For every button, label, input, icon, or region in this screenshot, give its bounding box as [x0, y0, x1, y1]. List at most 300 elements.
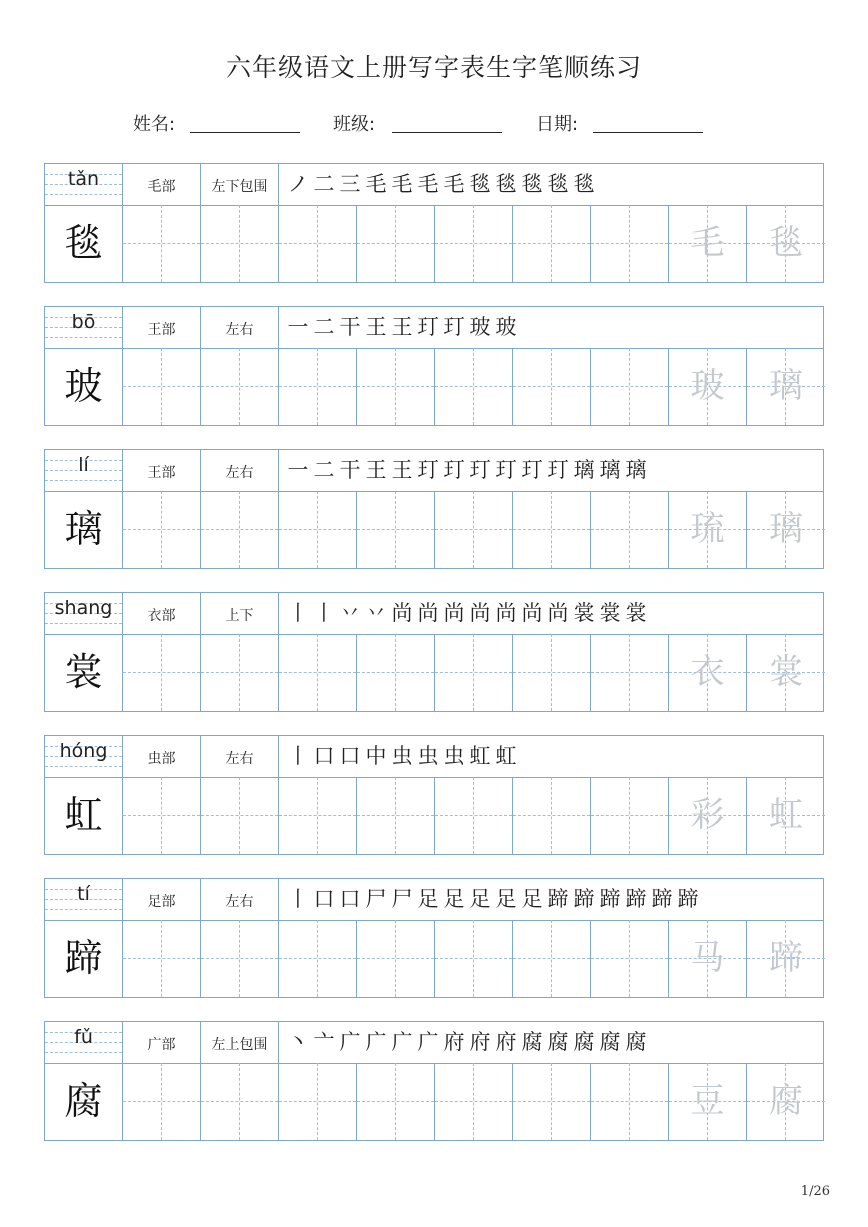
writing-box[interactable]: [123, 920, 201, 997]
writing-grid: [45, 1063, 823, 1140]
writing-box[interactable]: [201, 348, 279, 425]
writing-box[interactable]: [123, 348, 201, 425]
stroke-step: 丷: [339, 601, 361, 625]
stroke-step: 蹄: [625, 887, 647, 911]
stroke-step: 干: [339, 458, 361, 482]
character-block: [44, 449, 824, 569]
pinyin-text: fǔ: [74, 1026, 93, 1048]
model-character: 玻: [64, 364, 103, 408]
stroke-order-sequence: [285, 883, 701, 917]
stroke-order-sequence: [285, 740, 519, 774]
stroke-step: 蹄: [599, 887, 621, 911]
trace-word-character: 蹄: [769, 938, 803, 978]
stroke-step: 毛: [417, 172, 439, 196]
pinyin-guide-line: [45, 337, 122, 338]
stroke-step: 璃: [573, 458, 595, 482]
radical-text: 王部: [147, 465, 176, 481]
trace-word-character: 璃: [769, 509, 803, 549]
pinyin-guide-line: [45, 623, 122, 624]
writing-box[interactable]: [357, 348, 435, 425]
trace-word-character: 裳: [769, 652, 803, 692]
structure-text: 左上包围: [211, 1037, 268, 1053]
writing-box[interactable]: [513, 491, 591, 568]
writing-box[interactable]: [201, 777, 279, 854]
structure-text: 左右: [225, 322, 254, 338]
stroke-step: 广: [391, 1030, 413, 1054]
writing-box[interactable]: [513, 634, 591, 711]
grid-guide-horizontal: [435, 529, 512, 530]
writing-box[interactable]: [279, 777, 357, 854]
stroke-step: 府: [443, 1030, 465, 1054]
date-label: 日期:: [536, 114, 579, 135]
writing-box[interactable]: [591, 205, 669, 282]
trace-word-character: 马: [690, 938, 725, 978]
stroke-step: 玻: [469, 315, 491, 339]
stroke-step: 口: [339, 744, 361, 768]
block-header: [45, 1022, 823, 1064]
stroke-step: 腐: [573, 1030, 595, 1054]
grid-guide-horizontal: [357, 243, 434, 244]
writing-box[interactable]: [669, 920, 747, 997]
stroke-step: 足: [469, 887, 491, 911]
grid-guide-horizontal: [591, 386, 668, 387]
grid-guide-horizontal: [123, 386, 200, 387]
grid-guide-horizontal: [357, 1101, 434, 1102]
writing-box[interactable]: [279, 348, 357, 425]
structure-text: 左右: [225, 465, 254, 481]
stroke-step: 玎: [417, 458, 439, 482]
stroke-step: 蹄: [651, 887, 673, 911]
block-header: [45, 307, 823, 349]
pinyin-cell: [45, 879, 123, 920]
structure-cell: [201, 307, 279, 348]
radical-text: 虫部: [147, 751, 176, 767]
structure-text: 左右: [225, 751, 254, 767]
character-block: [44, 592, 824, 712]
radical-text: 衣部: [147, 608, 176, 624]
grid-guide-horizontal: [435, 672, 512, 673]
grid-guide-horizontal: [435, 958, 512, 959]
writing-grid: [45, 348, 823, 425]
writing-box[interactable]: [279, 920, 357, 997]
pinyin-text: tǎn: [67, 168, 100, 190]
writing-box[interactable]: [669, 777, 747, 854]
stroke-step: 腐: [521, 1030, 543, 1054]
radical-text: 毛部: [147, 179, 176, 195]
trace-word-character: 豆: [690, 1081, 725, 1121]
stroke-order-sequence: [285, 311, 519, 345]
grid-guide-horizontal: [513, 1101, 590, 1102]
stroke-step: 玻: [495, 315, 517, 339]
stroke-step: 毛: [391, 172, 413, 196]
stroke-step: 毯: [469, 172, 491, 196]
grid-guide-horizontal: [279, 1101, 356, 1102]
stroke-step: 口: [339, 887, 361, 911]
character-block: [44, 163, 824, 283]
stroke-step: 广: [339, 1030, 361, 1054]
writing-box[interactable]: [123, 777, 201, 854]
grid-guide-horizontal: [123, 529, 200, 530]
grid-guide-horizontal: [513, 529, 590, 530]
stroke-step: 王: [391, 458, 413, 482]
structure-cell: [201, 736, 279, 777]
grid-guide-horizontal: [357, 815, 434, 816]
stroke-step: 广: [417, 1030, 439, 1054]
grid-guide-horizontal: [591, 958, 668, 959]
stroke-step: 干: [339, 315, 361, 339]
trace-word-character: 腐: [769, 1081, 803, 1121]
writing-box[interactable]: [513, 205, 591, 282]
stroke-step: 丨: [287, 601, 309, 625]
stroke-step: 腐: [599, 1030, 621, 1054]
writing-box[interactable]: [591, 777, 669, 854]
model-character: 毯: [64, 221, 103, 265]
block-header: [45, 879, 823, 921]
stroke-step: 尚: [495, 601, 517, 625]
pinyin-text: lí: [78, 454, 89, 476]
grid-guide-horizontal: [201, 815, 278, 816]
writing-box[interactable]: [669, 348, 747, 425]
stroke-step: 玎: [495, 458, 517, 482]
writing-box[interactable]: [591, 491, 669, 568]
stroke-step: 一: [287, 458, 309, 482]
radical-cell: [123, 450, 201, 491]
stroke-step: 虫: [443, 744, 465, 768]
radical-cell: [123, 164, 201, 205]
grid-guide-horizontal: [123, 815, 200, 816]
stroke-step: 中: [365, 744, 387, 768]
pinyin-cell: [45, 593, 123, 634]
stroke-step: 虹: [495, 744, 517, 768]
writing-box[interactable]: [279, 634, 357, 711]
pinyin-guide-line: [45, 194, 122, 195]
stroke-step: 足: [443, 887, 465, 911]
trace-word-character: 毛: [690, 223, 725, 263]
stroke-step: 毯: [547, 172, 569, 196]
stroke-step: 尚: [547, 601, 569, 625]
writing-box[interactable]: [123, 1063, 201, 1140]
pinyin-text: shang: [54, 597, 113, 619]
radical-text: 广部: [147, 1037, 176, 1053]
pinyin-text: tí: [77, 883, 90, 905]
grid-guide-horizontal: [357, 386, 434, 387]
stroke-step: 璃: [625, 458, 647, 482]
radical-text: 王部: [147, 322, 176, 338]
stroke-step: 蹄: [547, 887, 569, 911]
stroke-order-sequence: [285, 168, 597, 202]
writing-box[interactable]: [201, 920, 279, 997]
grid-guide-horizontal: [513, 243, 590, 244]
stroke-step: 毯: [573, 172, 595, 196]
structure-text: 左右: [225, 894, 254, 910]
writing-grid: [45, 777, 823, 854]
grid-guide-horizontal: [201, 672, 278, 673]
stroke-order-sequence: [285, 454, 649, 488]
writing-box[interactable]: [279, 491, 357, 568]
writing-box[interactable]: [669, 491, 747, 568]
writing-box[interactable]: [747, 491, 825, 568]
model-character: 裳: [64, 650, 103, 694]
trace-word-character: 琉: [690, 509, 725, 549]
writing-box[interactable]: [201, 1063, 279, 1140]
stroke-step: 虹: [469, 744, 491, 768]
pinyin-cell: [45, 307, 123, 348]
block-header: [45, 736, 823, 778]
stroke-step: ノ: [287, 172, 309, 196]
writing-box[interactable]: [747, 205, 825, 282]
structure-cell: [201, 593, 279, 634]
grid-guide-horizontal: [201, 243, 278, 244]
writing-box[interactable]: [591, 920, 669, 997]
pinyin-text: bō: [71, 311, 96, 333]
model-character-box: [45, 491, 123, 568]
stroke-step: 蹄: [677, 887, 699, 911]
stroke-step: 裳: [599, 601, 621, 625]
structure-text: 上下: [225, 608, 254, 624]
writing-box[interactable]: [357, 634, 435, 711]
grid-guide-horizontal: [591, 529, 668, 530]
stroke-step: 腐: [625, 1030, 647, 1054]
character-block: [44, 878, 824, 998]
pinyin-cell: [45, 164, 123, 205]
pinyin-cell: [45, 1022, 123, 1063]
grid-guide-horizontal: [279, 243, 356, 244]
radical-cell: [123, 879, 201, 920]
radical-cell: [123, 593, 201, 634]
stroke-step: 王: [365, 315, 387, 339]
stroke-step: 裳: [573, 601, 595, 625]
structure-cell: [201, 164, 279, 205]
stroke-step: 尚: [521, 601, 543, 625]
stroke-step: 尚: [417, 601, 439, 625]
writing-grid: [45, 205, 823, 282]
writing-box[interactable]: [279, 1063, 357, 1140]
writing-box[interactable]: [747, 1063, 825, 1140]
writing-box[interactable]: [201, 634, 279, 711]
stroke-step: 二: [313, 315, 335, 339]
writing-box[interactable]: [747, 348, 825, 425]
radical-text: 足部: [147, 894, 176, 910]
stroke-step: 丷: [365, 601, 387, 625]
grid-guide-horizontal: [123, 958, 200, 959]
grid-guide-horizontal: [357, 672, 434, 673]
stroke-step: 裳: [625, 601, 647, 625]
writing-box[interactable]: [669, 1063, 747, 1140]
writing-box[interactable]: [279, 205, 357, 282]
pinyin-guide-line: [45, 909, 122, 910]
stroke-order-sequence: [285, 1026, 649, 1060]
stroke-step: 丶: [287, 1030, 309, 1054]
stroke-step: 毯: [521, 172, 543, 196]
stroke-step: 尚: [469, 601, 491, 625]
stroke-step: 玎: [443, 315, 465, 339]
stroke-step: 玎: [443, 458, 465, 482]
radical-cell: [123, 1022, 201, 1063]
model-character: 蹄: [64, 936, 103, 980]
structure-cell: [201, 879, 279, 920]
grid-guide-horizontal: [513, 386, 590, 387]
writing-box[interactable]: [123, 205, 201, 282]
writing-box[interactable]: [747, 920, 825, 997]
model-character-box: [45, 348, 123, 425]
writing-box[interactable]: [357, 491, 435, 568]
model-character-box: [45, 920, 123, 997]
writing-box[interactable]: [591, 634, 669, 711]
grid-guide-horizontal: [279, 529, 356, 530]
stroke-step: 足: [521, 887, 543, 911]
writing-box[interactable]: [747, 634, 825, 711]
writing-box[interactable]: [357, 920, 435, 997]
stroke-step: 口: [313, 744, 335, 768]
model-character: 腐: [64, 1079, 103, 1123]
writing-box[interactable]: [513, 348, 591, 425]
stroke-step: 王: [391, 315, 413, 339]
stroke-order-sequence: [285, 597, 649, 631]
name-blank[interactable]: [190, 132, 300, 133]
grid-guide-horizontal: [513, 958, 590, 959]
writing-box[interactable]: [591, 1063, 669, 1140]
writing-box[interactable]: [435, 1063, 513, 1140]
model-character-box: [45, 1063, 123, 1140]
radical-cell: [123, 736, 201, 777]
grid-guide-horizontal: [435, 243, 512, 244]
stroke-step: 玎: [547, 458, 569, 482]
writing-box[interactable]: [669, 205, 747, 282]
writing-box[interactable]: [513, 777, 591, 854]
grid-guide-horizontal: [279, 672, 356, 673]
stroke-step: 丨: [313, 601, 335, 625]
trace-word-character: 虹: [769, 795, 803, 835]
writing-box[interactable]: [747, 777, 825, 854]
stroke-step: 玎: [521, 458, 543, 482]
character-block: [44, 735, 824, 855]
grid-guide-horizontal: [435, 386, 512, 387]
writing-box[interactable]: [435, 777, 513, 854]
grid-guide-horizontal: [435, 815, 512, 816]
pinyin-cell: [45, 450, 123, 491]
grid-guide-horizontal: [201, 1101, 278, 1102]
stroke-step: 丨: [287, 887, 309, 911]
stroke-step: 二: [313, 458, 335, 482]
stroke-step: 足: [417, 887, 439, 911]
structure-cell: [201, 1022, 279, 1063]
grid-guide-horizontal: [591, 672, 668, 673]
page-number: 1/26: [800, 1184, 830, 1199]
model-character-box: [45, 777, 123, 854]
trace-word-character: 彩: [690, 795, 725, 835]
stroke-step: 丨: [287, 744, 309, 768]
model-character-box: [45, 634, 123, 711]
stroke-step: 蹄: [573, 887, 595, 911]
stroke-step: 一: [287, 315, 309, 339]
structure-text: 左下包围: [211, 179, 268, 195]
writing-box[interactable]: [123, 634, 201, 711]
model-character: 璃: [64, 507, 103, 551]
stroke-step: 府: [495, 1030, 517, 1054]
writing-box[interactable]: [357, 777, 435, 854]
writing-box[interactable]: [435, 205, 513, 282]
stroke-step: 口: [313, 887, 335, 911]
trace-word-character: 璃: [769, 366, 803, 406]
stroke-step: 广: [365, 1030, 387, 1054]
structure-cell: [201, 450, 279, 491]
stroke-step: 毯: [495, 172, 517, 196]
pinyin-guide-line: [45, 480, 122, 481]
radical-cell: [123, 307, 201, 348]
grid-guide-horizontal: [201, 958, 278, 959]
pinyin-guide-line: [45, 1052, 122, 1053]
writing-box[interactable]: [513, 1063, 591, 1140]
class-blank[interactable]: [392, 132, 502, 133]
grid-guide-horizontal: [591, 815, 668, 816]
page-title: 六年级语文上册写字表生字笔顺练习: [225, 53, 642, 82]
writing-grid: [45, 491, 823, 568]
stroke-step: 尸: [391, 887, 413, 911]
date-blank[interactable]: [593, 132, 703, 133]
class-label: 班级:: [333, 114, 376, 135]
model-character-box: [45, 205, 123, 282]
trace-word-character: 玻: [690, 366, 725, 406]
writing-box[interactable]: [435, 348, 513, 425]
writing-box[interactable]: [513, 920, 591, 997]
trace-word-character: 毯: [769, 223, 803, 263]
stroke-step: 亠: [313, 1030, 335, 1054]
character-block: [44, 306, 824, 426]
stroke-step: 尚: [443, 601, 465, 625]
stroke-step: 二: [313, 172, 335, 196]
writing-box[interactable]: [357, 205, 435, 282]
writing-grid: [45, 920, 823, 997]
writing-box[interactable]: [435, 920, 513, 997]
stroke-step: 玎: [417, 315, 439, 339]
writing-box[interactable]: [357, 1063, 435, 1140]
grid-guide-horizontal: [513, 672, 590, 673]
grid-guide-horizontal: [123, 243, 200, 244]
grid-guide-horizontal: [357, 958, 434, 959]
stroke-step: 府: [469, 1030, 491, 1054]
stroke-step: 虫: [417, 744, 439, 768]
stroke-step: 璃: [599, 458, 621, 482]
stroke-step: 腐: [547, 1030, 569, 1054]
stroke-step: 王: [365, 458, 387, 482]
student-info-row: [0, 110, 868, 140]
writing-box[interactable]: [435, 491, 513, 568]
writing-box[interactable]: [201, 205, 279, 282]
grid-guide-horizontal: [357, 529, 434, 530]
stroke-step: 毛: [365, 172, 387, 196]
trace-word-character: 衣: [690, 652, 725, 692]
name-label: 姓名:: [133, 114, 176, 135]
stroke-step: 毛: [443, 172, 465, 196]
writing-box[interactable]: [201, 491, 279, 568]
grid-guide-horizontal: [279, 386, 356, 387]
character-block: [44, 1021, 824, 1141]
grid-guide-horizontal: [123, 672, 200, 673]
writing-box[interactable]: [669, 634, 747, 711]
writing-grid: [45, 634, 823, 711]
stroke-step: 尚: [391, 601, 413, 625]
writing-box[interactable]: [435, 634, 513, 711]
stroke-step: 玎: [469, 458, 491, 482]
stroke-step: 足: [495, 887, 517, 911]
grid-guide-horizontal: [591, 1101, 668, 1102]
writing-box[interactable]: [591, 348, 669, 425]
stroke-step: 虫: [391, 744, 413, 768]
pinyin-guide-line: [45, 766, 122, 767]
grid-guide-horizontal: [201, 386, 278, 387]
grid-guide-horizontal: [435, 1101, 512, 1102]
writing-box[interactable]: [123, 491, 201, 568]
